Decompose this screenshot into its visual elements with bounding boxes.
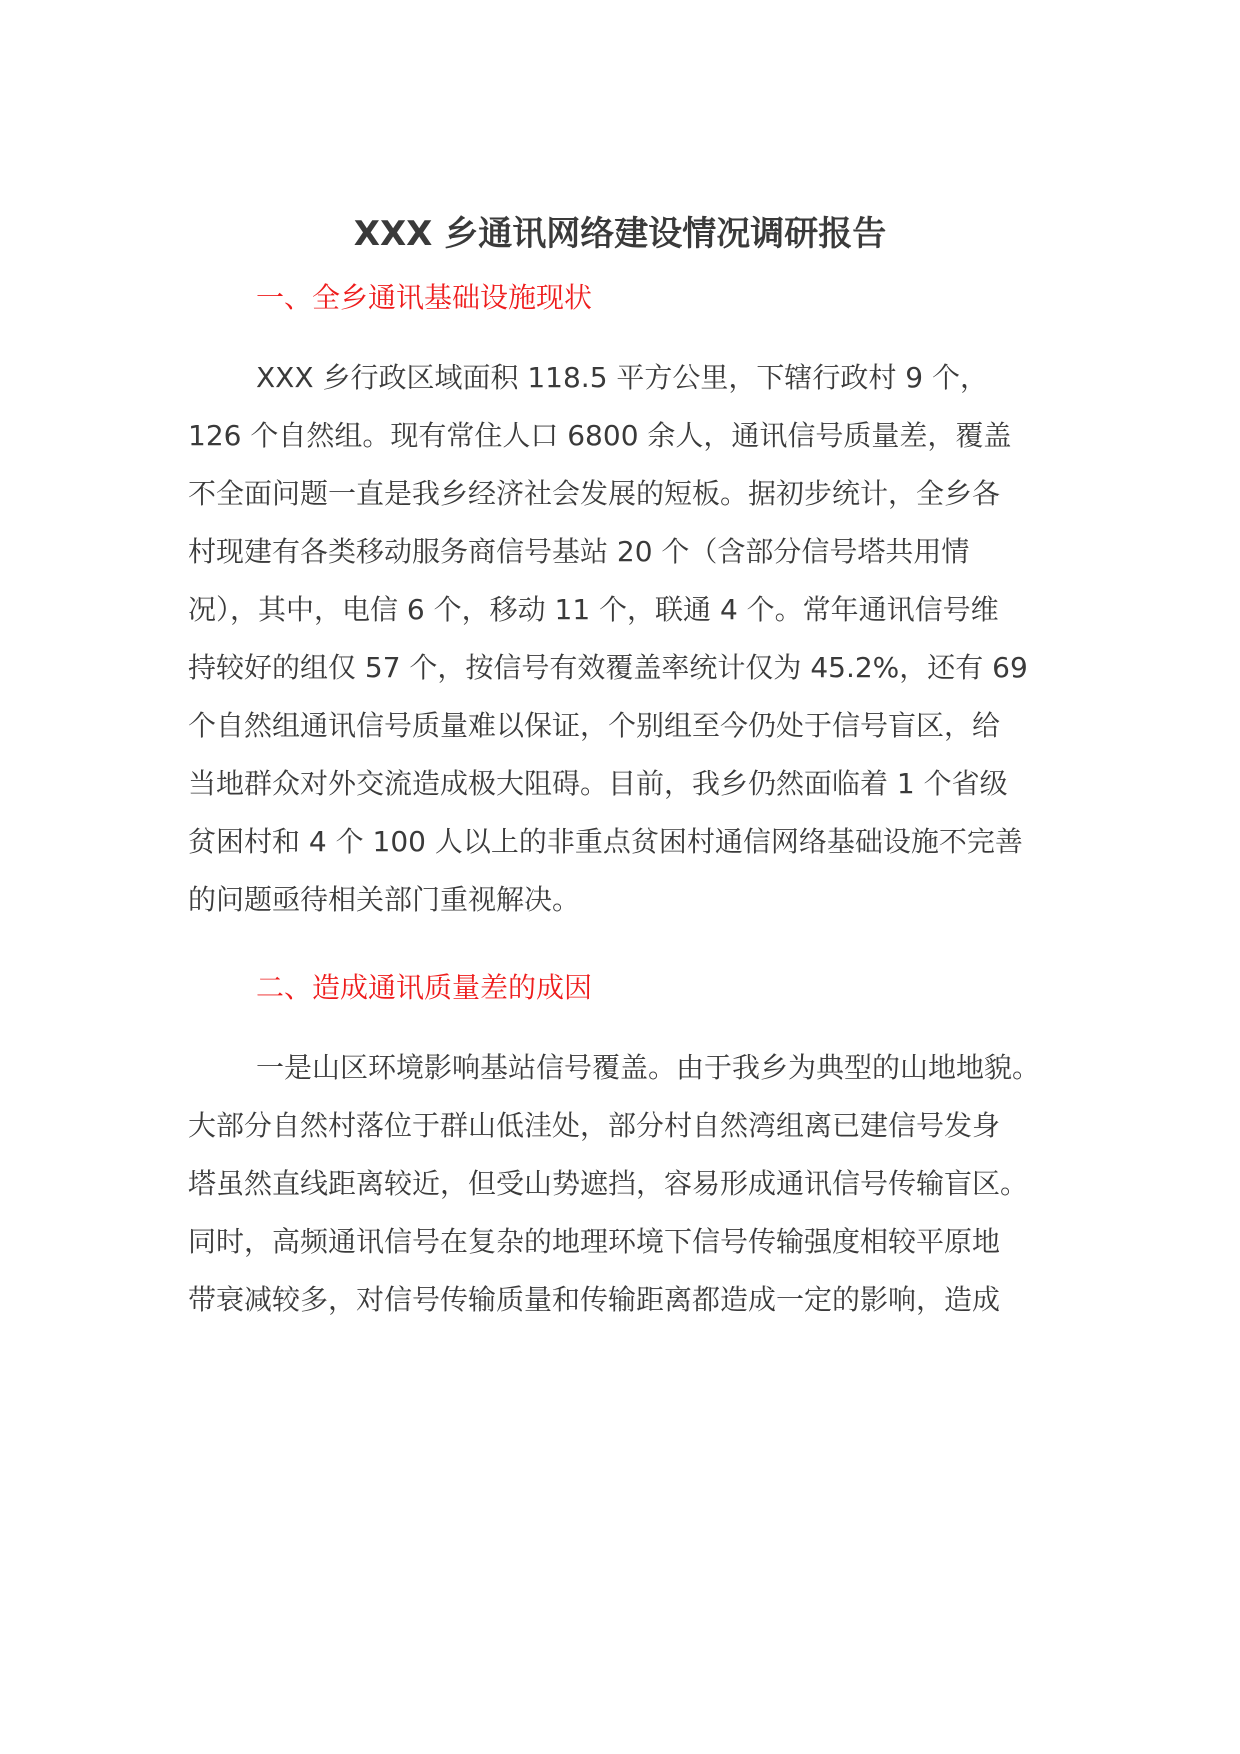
paragraph-line: 同时，高频通讯信号在复杂的地理环境下信号传输强度相较平原地 [188,1225,1001,1258]
paragraph-line: 持较好的组仅 57 个，按信号有效覆盖率统计仅为 45.2%，还有 69 [188,651,1028,684]
paragraph-line: 大部分自然村落位于群山低洼处，部分村自然湾组离已建信号发身 [188,1109,1001,1142]
paragraph-line: 不全面问题一直是我乡经济社会发展的短板。据初步统计，全乡各 [188,477,1001,510]
paragraph-line: 当地群众对外交流造成极大阻碍。目前，我乡仍然面临着 1 个省级 [188,767,1008,800]
paragraph-line: 的问题亟待相关部门重视解决。 [188,883,581,916]
paragraph-line: 村现建有各类移动服务商信号基站 20 个（含部分信号塔共用情 [188,535,970,568]
paragraph-line: 况），其中，电信 6 个，移动 11 个，联通 4 个。常年通讯信号维 [188,593,999,626]
paragraph-line: 带衰减较多，对信号传输质量和传输距离都造成一定的影响，造成 [188,1283,1001,1316]
section-heading-2: 二、造成通讯质量差的成因 [256,971,593,1004]
paragraph-line: XXX 乡行政区域面积 118.5 平方公里，下辖行政村 9 个， [256,361,989,394]
paragraph-line: 126 个自然组。现有常住人口 6800 余人，通讯信号质量差，覆盖 [188,419,1012,452]
document-title: XXX 乡通讯网络建设情况调研报告 [353,214,887,254]
paragraph-line: 个自然组通讯信号质量难以保证，个别组至今仍处于信号盲区，给 [188,709,1001,742]
paragraph-line: 一是山区环境影响基站信号覆盖。由于我乡为典型的山地地貌。 [256,1051,1041,1084]
paragraph-line: 贫困村和 4 个 100 人以上的非重点贫困村通信网络基础设施不完善 [188,825,1023,858]
paragraph-line: 塔虽然直线距离较近，但受山势遮挡，容易形成通讯信号传输盲区。 [188,1167,1029,1200]
section-heading-1: 一、全乡通讯基础设施现状 [256,281,593,314]
